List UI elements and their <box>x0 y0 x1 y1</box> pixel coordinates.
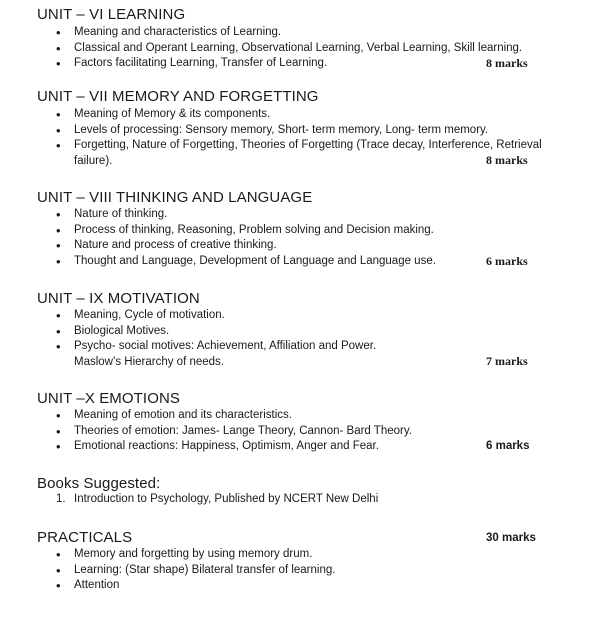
list-item: • Process of thinking, Reasoning, Problem solving and Decision making. <box>56 223 576 239</box>
list-item: • Meaning of Memory & its components. <box>56 107 576 123</box>
unit-8-marks: 6 marks <box>486 254 528 268</box>
book-number: 1. <box>56 493 66 505</box>
unit-9-title: UNIT – IX MOTIVATION <box>37 290 200 307</box>
list-item-continuation: failure). <box>74 154 113 167</box>
list-item: • Thought and Language, Development of Language and Language use. <box>56 254 576 270</box>
unit-6-title: UNIT – VI LEARNING <box>37 6 186 23</box>
list-item: • Memory and forgetting by using memory drum. <box>56 547 576 563</box>
list-item: • Attention <box>56 578 576 594</box>
list-item: • Meaning and characteristics of Learning. <box>56 25 576 41</box>
list-item: • Psycho- social motives: Achievement, Affiliation and Power. <box>56 339 576 355</box>
practicals-title: PRACTICALS <box>37 529 133 546</box>
list-item: • Meaning of emotion and its characteristics. <box>56 408 576 424</box>
list-item: • Learning: (Star shape) Bilateral transfer of learning. <box>56 563 576 579</box>
list-item: • Biological Motives. <box>56 324 576 340</box>
list-item: • Forgetting, Nature of Forgetting, Theories of Forgetting (Trace decay, Interference, Retrieval <box>56 138 576 154</box>
list-item: • Emotional reactions: Happiness, Optimism, Anger and Fear. <box>56 439 576 455</box>
list-item: • Nature and process of creative thinking. <box>56 238 576 254</box>
unit-9-marks: 7 marks <box>486 354 528 368</box>
list-item: • Theories of emotion: James- Lange Theory, Cannon- Bard Theory. <box>56 424 576 440</box>
list-item: • Levels of processing: Sensory memory, Short- term memory, Long- term memory. <box>56 123 576 139</box>
unit-10-title: UNIT –X EMOTIONS <box>37 390 181 407</box>
unit-8-title: UNIT – VIII THINKING AND LANGUAGE <box>37 189 313 206</box>
book-text: Introduction to Psychology, Published by NCERT New Delhi <box>74 493 379 505</box>
list-item: • Classical and Operant Learning, Observational Learning, Verbal Learning, Skill learning. <box>56 41 576 57</box>
list-item: • Factors facilitating Learning, Transfer of Learning. <box>56 56 576 72</box>
list-item-continuation: Maslow’s Hierarchy of needs. <box>74 355 224 368</box>
unit-7-marks: 8 marks <box>486 153 528 167</box>
unit-6-marks: 8 marks <box>486 56 528 70</box>
practicals-marks: 30 marks <box>486 532 536 544</box>
unit-10-marks: 6 marks <box>486 440 530 452</box>
list-item: • Nature of thinking. <box>56 207 576 223</box>
list-item: • Meaning, Cycle of motivation. <box>56 308 576 324</box>
practicals-list <box>56 547 576 594</box>
unit-7-title: UNIT – VII MEMORY AND FORGETTING <box>37 88 319 105</box>
book-item <box>56 493 378 505</box>
books-title: Books Suggested: <box>37 475 161 492</box>
